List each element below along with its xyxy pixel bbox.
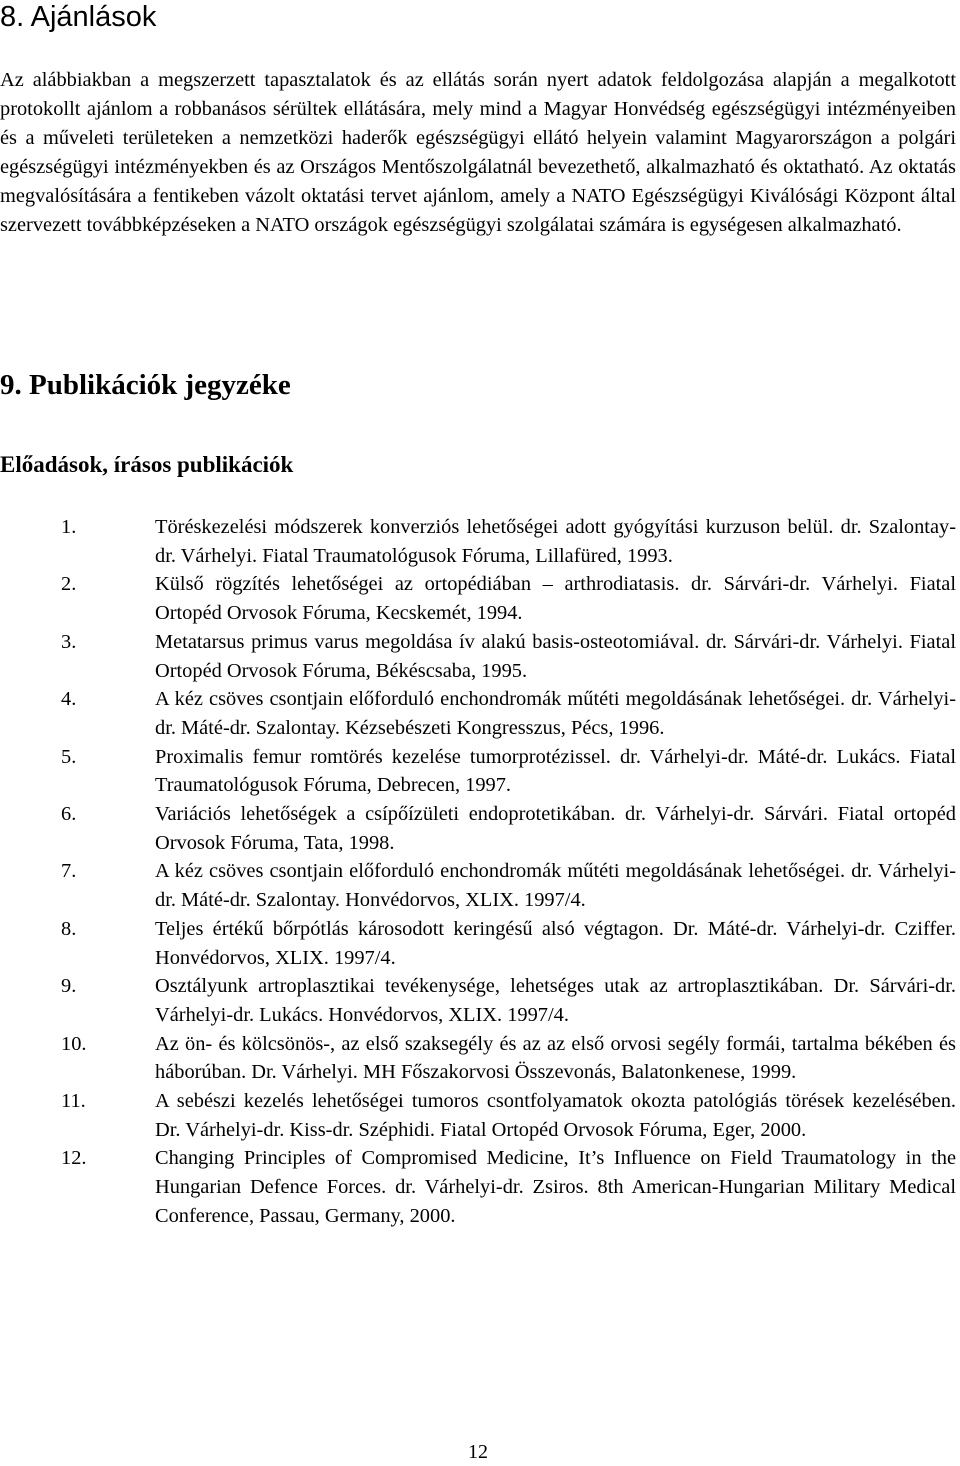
section-heading-publications: 9. Publikációk jegyzéke <box>0 369 291 401</box>
publication-item <box>0 972 956 1029</box>
publication-text: A sebészi kezelés lehetőségei tumoros csontfolyamatok okozta patológiás törések kezelésében. Dr. Várhelyi-dr. Kiss-dr. Széphidi. Fiatal Ortopéd Orvosok Fóruma, Eger, 2000. <box>155 1090 956 1141</box>
publication-number: 6. <box>61 803 77 826</box>
publication-text: Teljes értékű bőrpótlás károsodott keringésű alsó végtagon. Dr. Máté-dr. Várhelyi-dr. Cziffer. Honvédorvos, XLIX. 1997/4. <box>155 917 956 969</box>
publication-text: Külső rögzítés lehetőségei az ortopédiában – arthrodiatasis. dr. Sárvári-dr. Várhelyi. Fiatal Ortopéd Orvosok Fóruma, Kecskemét, 1994. <box>155 573 956 625</box>
publication-item <box>0 857 956 914</box>
subheading-lectures-publications: Előadások, írásos publikációk <box>0 452 294 477</box>
publication-number: 4. <box>61 688 77 711</box>
recommendation-paragraph: Az alábbiakban a megszerzett tapasztalatok és az ellátás során nyert adatok feldolgozása alapján a megalkotott protokollt ajánlom a robbanásos sérültek ellátására, mely mind a Magyar Honvédség egészségügyi intézményeiben és a műveleti területeken a nemzetközi haderők egészségügyi ellátó helyein valamint Magyarországon a polgári egészségügyi intézményekben és az Országos Mentőszolgálatnál bevezethető, alkalmazható és oktatható. Az oktatás megvalósítására a fentikeben vázolt oktatási tervet ajánlom, amely a NATO Egészségügyi Kiválósági Központ által szervezett továbbképzéseken a NATO országok egészségügyi szolgálatai számára is egységesen alkalmazható. <box>0 69 956 236</box>
publication-item <box>0 1087 956 1144</box>
publication-text: Proximalis femur romtörés kezelése tumorprotézissel. dr. Várhelyi-dr. Máté-dr. Lukács. Fiatal Traumatológusok Fóruma, Debrecen, 1997. <box>155 745 956 797</box>
publication-text: A kéz csöves csontjain előforduló enchondromák műtéti megoldásának lehetőségei. dr. Várhelyi-dr. Máté-dr. Szalontay. Honvédorvos, XLIX. 1997/4. <box>155 860 956 912</box>
publication-number: 10. <box>61 1032 87 1055</box>
publication-text: Osztályunk artroplasztikai tevékenysége, lehetséges utak az artroplasztikában. Dr. Sárvári-dr. Várhelyi-dr. Lukács. Honvédorvos, XLIX. 1997/4. <box>155 975 956 1026</box>
publication-text: A kéz csöves csontjain előforduló enchondromák műtéti megoldásának lehetőségei. dr. Várhelyi-dr. Máté-dr. Szalontay. Kézsebészeti Kongresszus, Pécs, 1996. <box>155 688 956 739</box>
publication-item <box>0 915 956 972</box>
publication-text: Az ön- és kölcsönös-, az első szaksegély és az az első orvosi segély formái, tartalma békében és háborúban. Dr. Várhelyi. MH Főszakorvosi Összevonás, Balatonkenese, 1999. <box>155 1032 956 1084</box>
publication-number: 11. <box>61 1090 86 1113</box>
publication-number: 12. <box>61 1147 87 1170</box>
section-heading-recommendations: 8. Ajánlások <box>0 1 157 33</box>
publication-text: Variációs lehetőségek a csípőízületi endoprotetikában. dr. Várhelyi-dr. Sárvári. Fiatal ortopéd Orvosok Fóruma, Tata, 1998. <box>155 803 956 854</box>
publication-number: 1. <box>61 516 77 538</box>
publication-item <box>0 513 956 570</box>
publication-item <box>0 1030 956 1087</box>
publication-number: 7. <box>61 860 77 883</box>
publication-item <box>0 743 956 800</box>
publication-number: 9. <box>61 975 77 998</box>
publication-item <box>0 570 956 627</box>
publication-number: 5. <box>61 745 77 768</box>
publication-list <box>0 513 956 1231</box>
publication-number: 3. <box>61 630 77 653</box>
publication-item <box>0 685 956 742</box>
publication-item <box>0 628 956 685</box>
publication-text: Metatarsus primus varus megoldása ív alakú basis-osteotomiával. dr. Sárvári-dr. Várhelyi. Fiatal Ortopéd Orvosok Fóruma, Békéscsaba, 1995. <box>155 630 956 682</box>
publication-number: 8. <box>61 917 77 940</box>
publication-text: Töréskezelési módszerek konverziós lehetőségei adott gyógyítási kurzuson belül. dr. Szalontay-dr. Várhelyi. Fiatal Traumatológusok Fóruma, Lillafüred, 1993. <box>155 516 956 567</box>
publication-number: 2. <box>61 573 77 596</box>
publication-item <box>0 1144 956 1230</box>
publication-item <box>0 800 956 857</box>
publication-text: Changing Principles of Compromised Medicine, It’s Influence on Field Traumatology in the Hungarian Defence Forces. dr. Várhelyi-dr. Zsiros. 8th American-Hungarian Military Medical Conference, Passau, Germany, 2000. <box>155 1147 956 1227</box>
page-number: 12 <box>468 1441 488 1463</box>
